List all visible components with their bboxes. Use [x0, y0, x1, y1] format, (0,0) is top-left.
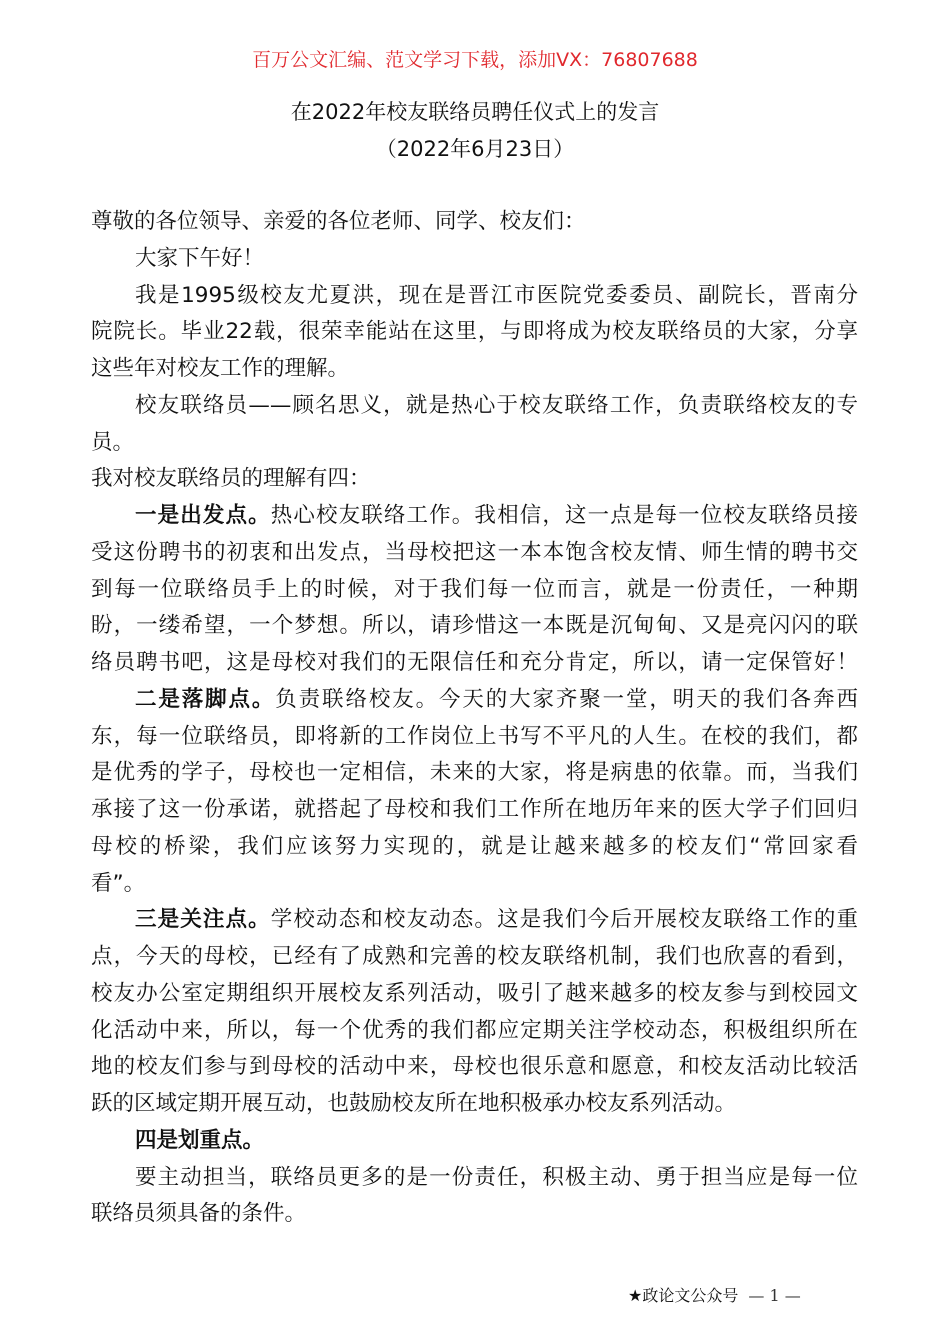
text-line [91, 498, 858, 535]
line-text: 我对校友联络员的理解有四： [91, 466, 371, 492]
line-text: 承接了这一份承诺，就搭起了母校和我们工作所在地历年来的医大学子们回归 [91, 797, 858, 822]
line-text: 是优秀的学子，母校也一定相信，未来的大家，将是病患的依靠。而，当我们 [91, 760, 858, 786]
document-date: （2022年6月23日） [375, 137, 575, 161]
line-text: 跃的区域定期开展互动，也鼓励校友所在地积极承办校友系列活动。 [91, 1091, 737, 1116]
document-title: 在2022年校友联络员聘任仪式上的发言 [290, 100, 660, 124]
text-line [91, 866, 858, 903]
line-text: 校友办公室定期组织开展校友系列活动，吸引了越来越多的校友参与到校园文 [91, 980, 858, 1006]
line-text: 母校的桥梁，我们应该努力实现的，就是让越来越多的校友们“常回家看 [91, 833, 858, 859]
document-body [91, 204, 858, 1233]
text-line [91, 314, 858, 351]
text-line [91, 719, 858, 756]
section-heading: 三是关注点。 [135, 907, 271, 933]
text-line [91, 902, 858, 939]
line-text: 负责联络校友。今天的大家齐聚一堂，明天的我们各奔西 [275, 686, 858, 712]
text-line [91, 755, 858, 792]
text-line [91, 388, 858, 425]
section-heading: 二是落脚点。 [135, 686, 276, 712]
line-text: 这些年对校友工作的理解。 [91, 356, 350, 381]
line-text: 点，今天的母校，已经有了成熟和完善的校友联络机制，我们也欣喜的看到， [91, 944, 858, 969]
line-text: 联络员须具备的条件。 [91, 1201, 307, 1227]
text-line [91, 461, 858, 498]
text-line [91, 1160, 858, 1197]
text-line [91, 1123, 858, 1160]
text-line [91, 1049, 858, 1086]
text-line [91, 608, 858, 645]
line-text: 院院长。毕业22载，很荣幸能站在这里，与即将成为校友联络员的大家，分享 [91, 319, 858, 345]
section-heading: 四是划重点。 [135, 1127, 265, 1153]
line-text: 尊敬的各位领导、亲爱的各位老师、同学、校友们： [91, 209, 586, 234]
text-line [91, 1196, 858, 1233]
page-footer [628, 1283, 801, 1309]
text-line [91, 792, 858, 829]
text-line [91, 939, 858, 976]
text-line [91, 682, 858, 719]
footer-source: ★政论文公众号 [628, 1286, 739, 1305]
page-number: — 1 — [748, 1286, 801, 1305]
text-line [91, 204, 858, 241]
text-line [91, 976, 858, 1013]
line-text: 看”。 [91, 870, 146, 896]
text-line [91, 572, 858, 609]
text-line [91, 1086, 858, 1123]
line-text: 要主动担当，联络员更多的是一份责任，积极主动、勇于担当应是每一位 [135, 1164, 858, 1190]
section-heading: 一是出发点。 [135, 503, 271, 528]
text-line [91, 278, 858, 315]
line-text: 受这份聘书的初衷和出发点，当母校把这一本本饱含校友情、师生情的聘书交 [91, 539, 858, 565]
line-text: 络员聘书吧，这是母校对我们的无限信任和充分肯定，所以，请一定保管好！ [91, 650, 858, 675]
line-text: 我是1995级校友尤夏洪，现在是晋江市医院党委委员、副院长，晋南分 [135, 282, 858, 308]
text-line [91, 1013, 858, 1050]
line-text: 化活动中来，所以，每一个优秀的我们都应定期关注学校动态，积极组织所在 [91, 1017, 858, 1043]
line-text: 地的校友们参与到母校的活动中来，母校也很乐意和愿意，和校友活动比较活 [91, 1054, 858, 1080]
text-line [91, 645, 858, 682]
text-line [91, 241, 858, 278]
watermark-banner: 百万公文汇编、范文学习下载，添加VX：76807688 [252, 49, 698, 71]
text-line [91, 535, 858, 572]
line-text: 东，每一位联络员，即将新的工作岗位上书写不平凡的人生。在校的我们，都 [91, 723, 858, 749]
text-line [91, 829, 858, 866]
line-text: 盼，一缕希望，一个梦想。所以，请珍惜这一本既是沉甸甸、又是亮闪闪的联 [91, 613, 858, 639]
line-text: 热心校友联络工作。我相信，这一点是每一位校友联络员接 [270, 503, 858, 528]
line-text: 校友联络员——顾名思义，就是热心于校友联络工作，负责联络校友的专 [135, 392, 858, 418]
line-text: 大家下午好！ [135, 245, 265, 271]
line-text: 员。 [91, 429, 135, 455]
text-line [91, 351, 858, 388]
line-text: 到每一位联络员手上的时候，对于我们每一位而言，就是一份责任，一种期 [91, 576, 858, 602]
text-line [91, 425, 858, 462]
line-text: 学校动态和校友动态。这是我们今后开展校友联络工作的重 [270, 907, 858, 933]
